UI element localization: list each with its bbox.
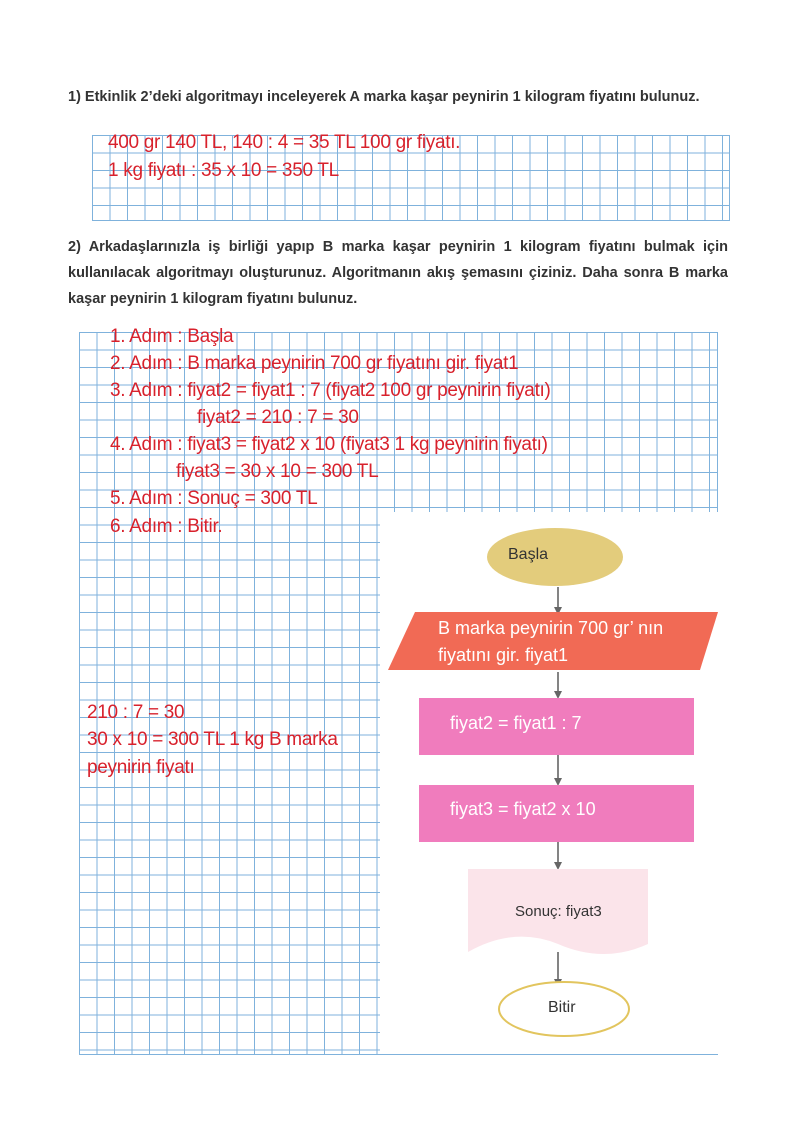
flowchart-input-label-line-1: B marka peynirin 700 gr’ nın <box>438 618 664 638</box>
answer-1-line-2: 1 kg fiyatı : 35 x 10 = 350 TL <box>108 160 339 181</box>
side-note-line-1: 210 : 7 = 30 <box>87 702 185 723</box>
question-1-text: 1) Etkinlik 2’deki algoritmayı inceleyerek A marka kaşar peynirin 1 kilogram fiyatını bulunuz. <box>68 89 700 105</box>
step-4: 4. Adım : fiyat3 = fiyat2 x 10 (fiyat3 1 kg peynirin fiyatı) <box>110 434 548 455</box>
step-4-calculation: fiyat3 = 30 x 10 = 300 TL <box>176 461 379 482</box>
side-note-line-3: peynirin fiyatı <box>87 757 195 778</box>
flowchart-process-1-label: fiyat2 = fiyat1 : 7 <box>450 713 582 733</box>
answer-1-line-1: 400 gr 140 TL, 140 : 4 = 35 TL 100 gr fiyatı. <box>108 132 461 153</box>
flowchart-start-label: Başla <box>508 546 549 563</box>
step-6: 6. Adım : Bitir. <box>110 516 223 537</box>
flowchart-output-label: Sonuç: fiyat3 <box>515 903 602 920</box>
flowchart-process-2-label: fiyat3 = fiyat2 x 10 <box>450 799 596 819</box>
step-3-calculation: fiyat2 = 210 : 7 = 30 <box>197 407 359 428</box>
flowchart-input-label-line-2: fiyatını gir. fiyat1 <box>438 645 569 665</box>
flowchart-end-label: Bitir <box>548 999 576 1016</box>
step-1: 1. Adım : Başla <box>110 326 234 347</box>
flowchart <box>380 512 718 1054</box>
step-3: 3. Adım : fiyat2 = fiyat1 : 7 (fiyat2 100 gr peynirin fiyatı) <box>110 380 551 401</box>
flowchart-shapes <box>380 512 718 1054</box>
step-2: 2. Adım : B marka peynirin 700 gr fiyatını gir. fiyat1 <box>110 353 519 374</box>
side-note-line-2: 30 x 10 = 300 TL 1 kg B marka <box>87 729 338 750</box>
step-5: 5. Adım : Sonuç = 300 TL <box>110 488 318 509</box>
question-2-text: 2) Arkadaşlarınızla iş birliği yapıp B marka kaşar peynirin 1 kilogram fiyatını bulmak için kullanılacak algoritmayı oluşturunuz. Algoritmanın akış şemasını çiziniz. Daha sonra B marka kaşar peynirin 1 kilogram fiyatını bulunuz. <box>68 239 728 307</box>
